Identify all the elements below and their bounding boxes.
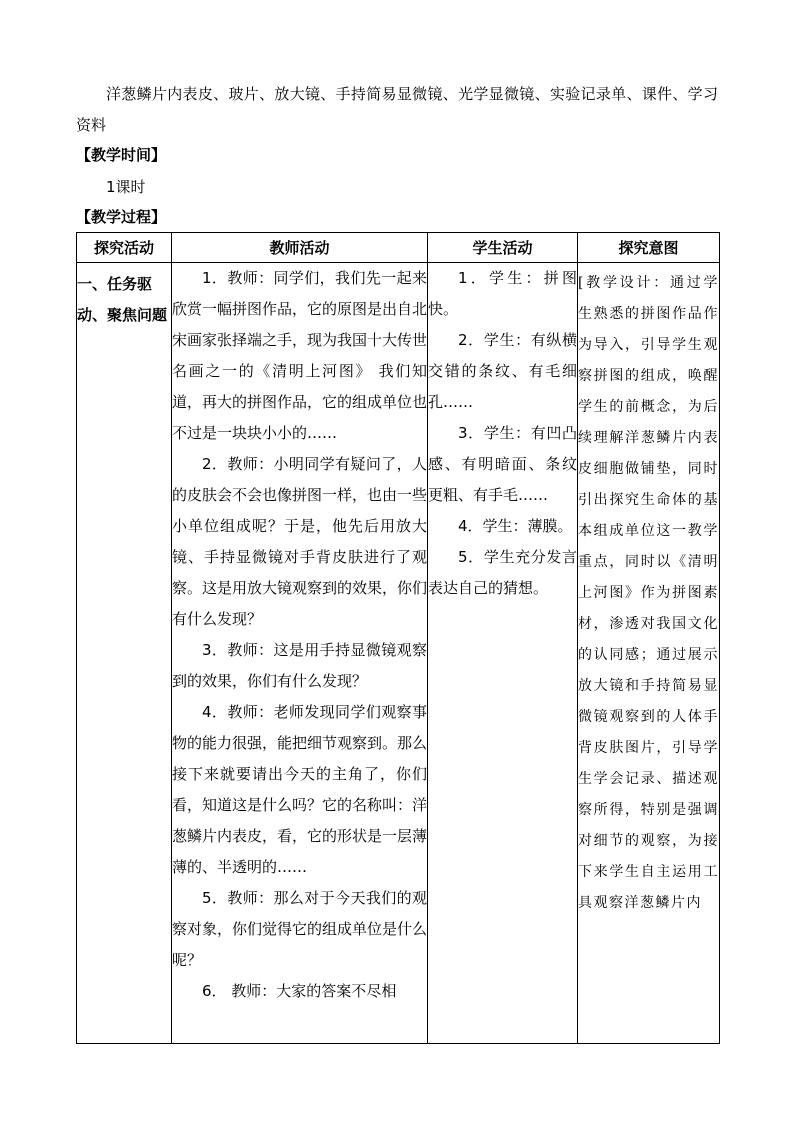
header-activity: 探究活动	[77, 233, 172, 263]
table-row	[77, 263, 720, 1044]
teacher-step: 1．教师：同学们，我们先一起来欣赏一幅拼图作品，它的原图是出自北宋画家张择端之手，现为我国十大传世名画之一的《清明上河图》 我们知道，再大的拼图作品，它的组成单位也不过是一块块小小的……	[172, 269, 428, 442]
teacher-step: 6． 教师：大家的答案不尽相	[202, 982, 397, 1000]
student-step: 2．学生：有纵横交错的条纹、有毛细孔……	[428, 331, 577, 411]
lesson-process-table	[76, 232, 720, 1044]
table-header-row	[77, 233, 720, 263]
design-intent-text: [教学设计：通过学生熟悉的拼图作品作为导入，引导学生观察拼图的组成，唤醒学生的前概念，为后续理解洋葱鳞片内表皮细胞做铺垫，同时引出探究生命体的基本组成单位这一教学重点，同时以《清明上河图》作为拼图素材，渗透对我国文化的认同感；通过展示放大镜和手持简易显微镜观察到的人体手背皮肤图片，引导学生学会记录、描述观察所得，特别是强调对细节的观察，为接下来学生自主运用工具观察洋葱鳞片内	[578, 275, 719, 911]
student-step: 1．学生：拼图快。	[428, 269, 577, 318]
teacher-step: 5．教师：那么对于今天我们的观察对象，你们觉得它的组成单位是什么呢？	[172, 889, 428, 969]
teacher-step: 2．教师：小明同学有疑问了，人的皮肤会不会也像拼图一样，也由一些小单位组成呢？于是，他先后用放大镜、手持显微镜对手背皮肤进行了观察。这是用放大镜观察到的效果，你们有什么发现？	[172, 455, 428, 628]
materials-paragraph: 洋葱鳞片内表皮、玻片、放大镜、手持简易显微镜、光学显微镜、实验记录单、课件、学习资料	[76, 85, 718, 134]
student-step: 4．学生：薄膜。	[458, 517, 573, 535]
teacher-step: 3．教师：这是用手持显微镜观察到的效果，你们有什么发现？	[172, 641, 427, 690]
teaching-process-heading: 【教学过程】	[76, 208, 167, 226]
teacher-cell	[172, 263, 428, 1044]
student-cell	[428, 263, 578, 1044]
activity-name: 一、任务驱动、聚焦问题	[77, 275, 168, 324]
header-teacher: 教师活动	[172, 233, 428, 263]
header-intent: 探究意图	[578, 233, 720, 263]
header-student: 学生活动	[428, 233, 578, 263]
activity-cell	[77, 263, 172, 1044]
teaching-time-value: 1课时	[106, 178, 146, 196]
student-step: 3．学生：有凹凸感、有明暗面、条纹更粗、有手毛……	[428, 424, 577, 504]
student-step: 5．学生充分发言表达自己的猜想。	[428, 548, 577, 597]
teaching-time-heading: 【教学时间】	[76, 146, 167, 164]
intent-cell	[578, 263, 720, 1044]
teacher-step: 4．教师：老师发现同学们观察事物的能力很强，能把细节观察到。那么接下来就要请出今天的主角了，你们看，知道这是什么吗？它的名称叫：洋葱鳞片内表皮，看，它的形状是一层薄薄的、半透明的……	[172, 703, 428, 876]
